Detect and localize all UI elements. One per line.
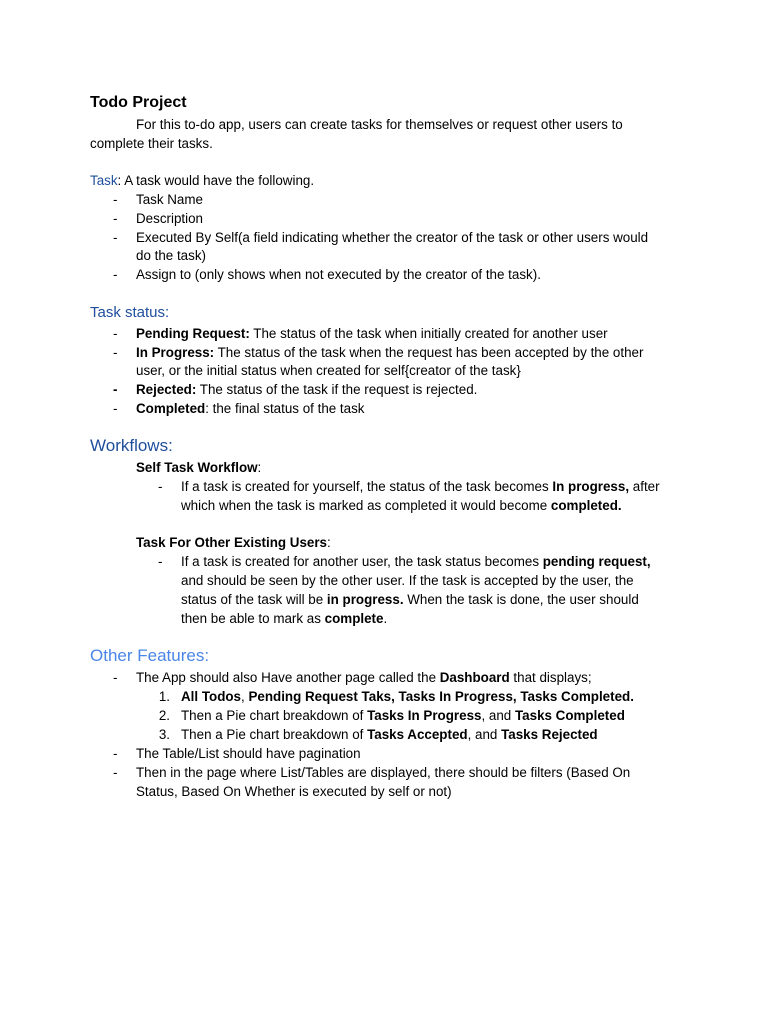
task-item: Description xyxy=(136,211,203,226)
text-run: that displays; xyxy=(509,670,592,685)
page-title: Todo Project xyxy=(90,94,187,111)
text-run: then be able to mark as xyxy=(181,611,325,626)
other-workflow-line-4 xyxy=(181,609,387,628)
bullet-dash: - xyxy=(113,670,118,685)
status-pending-label: Pending Request: xyxy=(136,326,250,341)
bullet-dash: - xyxy=(113,345,118,360)
bold-run: Tasks Completed xyxy=(514,708,625,723)
bold-run: Tasks In Progress xyxy=(367,708,482,723)
list-number: 3. xyxy=(158,727,170,742)
dashboard-item-3 xyxy=(181,725,598,744)
self-workflow-colon: : xyxy=(257,460,262,475)
text-run: which when the task is marked as completed it would become xyxy=(181,498,551,513)
text-run: The App should also Have another page called the xyxy=(136,670,440,685)
intro-line-2: complete their tasks. xyxy=(90,136,213,151)
bold-run: Pending Request Taks, Tasks In Progress, Tasks Completed. xyxy=(248,689,634,704)
other-workflow-line-1 xyxy=(181,552,651,571)
task-item: Task Name xyxy=(136,192,203,207)
self-workflow-line-2 xyxy=(181,496,622,515)
feature-pagination: The Table/List should have pagination xyxy=(136,746,361,761)
text-run: If a task is created for another user, the task status becomes xyxy=(181,554,543,569)
dashboard-item-2 xyxy=(181,706,625,725)
bullet-dash: - xyxy=(113,192,118,207)
status-rejected-text: The status of the task if the request is rejected. xyxy=(196,382,478,397)
bold-run: pending request, xyxy=(542,554,651,569)
status-in-progress-text: The status of the task when the request has been accepted by the other xyxy=(214,345,644,360)
status-rejected xyxy=(136,380,477,399)
text-run: status of the task will be xyxy=(181,592,327,607)
bold-run: completed. xyxy=(550,498,622,513)
other-workflow-colon: : xyxy=(327,535,331,550)
other-workflow-line-3 xyxy=(181,590,639,609)
task-label: Task xyxy=(90,173,118,188)
status-in-progress-continued: user, or the initial status when created for self{creator of the task} xyxy=(136,363,521,378)
text-run: . xyxy=(383,611,388,626)
other-workflow-title-text: Task For Other Existing Users xyxy=(136,535,327,550)
feature-dashboard xyxy=(136,668,592,687)
list-number: 1. xyxy=(158,689,170,704)
task-intro: : A task would have the following. xyxy=(117,173,315,188)
bullet-dash: - xyxy=(113,382,118,397)
feature-filters: Then in the page where List/Tables are displayed, there should be filters (Based On xyxy=(136,765,631,780)
bullet-dash: - xyxy=(113,326,118,341)
status-pending xyxy=(136,324,608,343)
feature-filters-continued: Status, Based On Whether is executed by self or not) xyxy=(136,784,452,799)
other-workflow-title xyxy=(136,533,331,552)
text-run: Then a Pie chart breakdown of xyxy=(181,727,368,742)
other-features-heading: Other Features: xyxy=(90,646,210,665)
bold-run: Tasks Accepted xyxy=(367,727,468,742)
bullet-dash: - xyxy=(113,765,118,780)
self-workflow-line-1 xyxy=(181,477,660,496)
self-workflow-title-text: Self Task Workflow xyxy=(136,460,258,475)
status-completed xyxy=(136,399,365,418)
bullet-dash: - xyxy=(113,230,118,245)
status-in-progress xyxy=(136,343,643,362)
bullet-dash: - xyxy=(113,401,118,416)
workflows-heading: Workflows: xyxy=(90,436,173,455)
dashboard-item-1 xyxy=(181,687,634,706)
list-number: 2. xyxy=(158,708,170,723)
status-pending-text: The status of the task when initially created for another user xyxy=(249,326,608,341)
bold-run: All Todos xyxy=(181,689,242,704)
bold-run: Tasks Rejected xyxy=(501,727,598,742)
task-item-continued: do the task) xyxy=(136,248,206,263)
bullet-dash: - xyxy=(113,746,118,761)
bold-run: In progress, xyxy=(552,479,630,494)
status-completed-label: Completed xyxy=(136,401,206,416)
self-workflow-title xyxy=(136,458,261,477)
text-run: , and xyxy=(481,708,515,723)
task-item: Assign to (only shows when not executed by the creator of the task). xyxy=(136,267,541,282)
bullet-dash: - xyxy=(158,479,163,494)
text-run: Then a Pie chart breakdown of xyxy=(181,708,368,723)
task-status-heading: Task status: xyxy=(90,304,170,321)
intro-line-1: For this to-do app, users can create tasks for themselves or request other users to xyxy=(136,117,623,132)
text-run: , and xyxy=(467,727,502,742)
text-run: , xyxy=(241,689,249,704)
other-workflow-line-2: and should be seen by the other user. If the task is accepted by the user, the xyxy=(181,573,634,588)
bullet-dash: - xyxy=(113,211,118,226)
task-item: Executed By Self(a field indicating whether the creator of the task or other users would xyxy=(136,230,649,245)
bold-run: in progress. xyxy=(326,592,404,607)
status-rejected-label: Rejected: xyxy=(136,382,197,397)
bullet-dash: - xyxy=(113,267,118,282)
text-run: after xyxy=(629,479,660,494)
bold-run: complete xyxy=(324,611,384,626)
text-run: If a task is created for yourself, the status of the task becomes xyxy=(181,479,553,494)
text-run: When the task is done, the user should xyxy=(403,592,639,607)
bold-run: Dashboard xyxy=(439,670,510,685)
status-completed-text: : the final status of the task xyxy=(205,401,365,416)
bullet-dash: - xyxy=(158,554,163,569)
task-heading-line xyxy=(90,171,314,190)
status-in-progress-label: In Progress: xyxy=(136,345,215,360)
